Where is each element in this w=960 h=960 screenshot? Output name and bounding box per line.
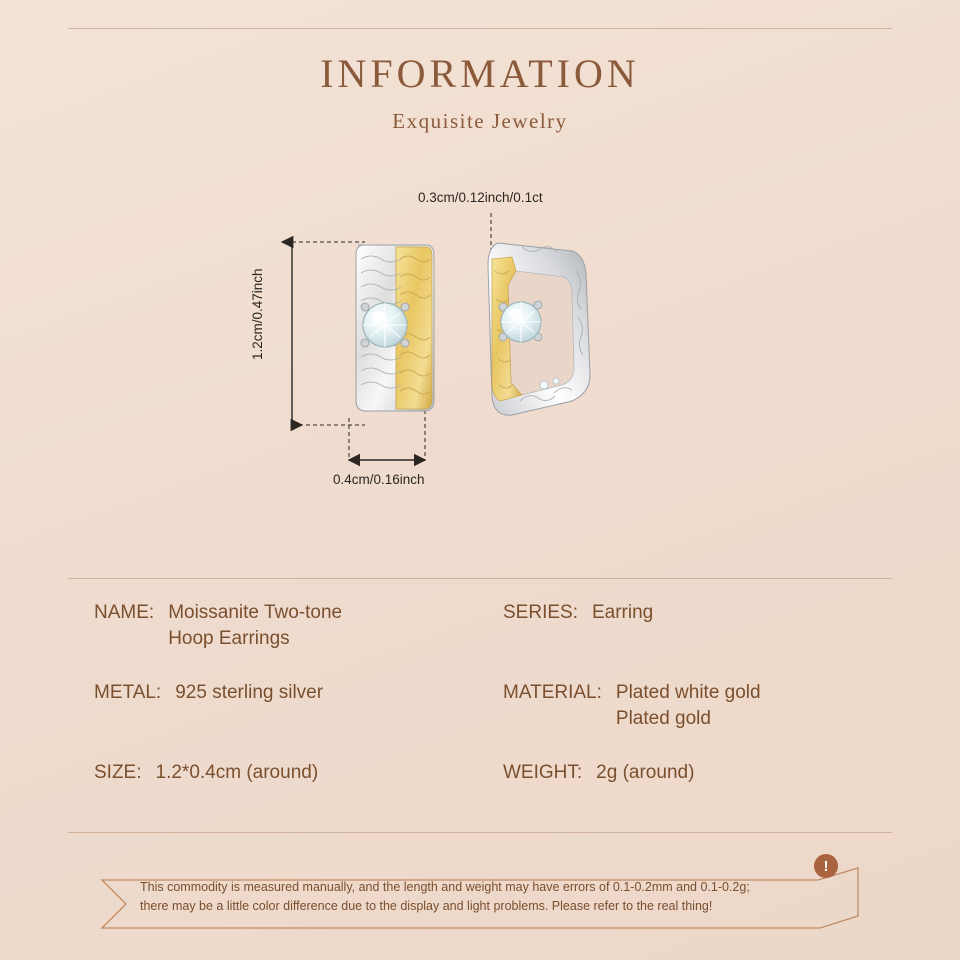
- spec-material: [483, 680, 892, 732]
- spec-value-name: [168, 600, 342, 652]
- page-header: [0, 50, 960, 134]
- spec-key-series: SERIES:: [503, 602, 578, 623]
- spec-key-material: MATERIAL:: [503, 682, 602, 703]
- disclaimer-note: [100, 857, 860, 930]
- spec-row: [68, 760, 892, 786]
- spec-value-line1: Moissanite Two-tone: [168, 602, 343, 623]
- spec-value-line1: Plated white gold: [615, 682, 761, 703]
- spec-row: [68, 680, 892, 732]
- warning-icon: !: [814, 854, 838, 878]
- earrings-illustration: [330, 225, 630, 440]
- page-title: INFORMATION: [320, 51, 640, 96]
- spec-key-size: SIZE:: [94, 762, 142, 783]
- note-line-2: there may be a little color difference due to the display and light problems. Please refer to the real thing!: [140, 899, 713, 913]
- spec-name: [68, 600, 483, 652]
- spec-key-metal: METAL:: [94, 682, 162, 703]
- spec-value-metal: 925 sterling silver: [175, 682, 324, 703]
- spec-value-size: 1.2*0.4cm (around): [155, 762, 319, 783]
- spec-divider-top: [68, 578, 892, 579]
- spec-size: [68, 760, 483, 786]
- spec-value-weight: 2g (around): [596, 762, 695, 783]
- spec-value-line2: Hoop Earrings: [168, 628, 290, 649]
- spec-value-line2: Plated gold: [615, 708, 711, 729]
- spec-key-name: NAME:: [94, 602, 155, 623]
- spec-value-material: [616, 680, 761, 732]
- width-label: 0.4cm/0.16inch: [333, 472, 425, 487]
- note-text: [140, 878, 800, 916]
- top-divider: [68, 28, 892, 29]
- spec-row: [68, 600, 892, 652]
- spec-metal: [68, 680, 483, 732]
- page-subtitle: Exquisite Jewelry: [392, 109, 568, 133]
- spec-table: [68, 600, 892, 820]
- stone-size-label: 0.3cm/0.12inch/0.1ct: [418, 190, 543, 205]
- height-label: 1.2cm/0.47inch: [250, 268, 265, 360]
- spec-value-series: Earring: [591, 602, 654, 623]
- note-line-1: This commodity is measured manually, and the length and weight may have errors of 0.1-0.2mm and 0.1-0.2g;: [140, 880, 750, 894]
- spec-divider-bottom: [68, 832, 892, 833]
- product-diagram: [0, 170, 960, 520]
- spec-series: [483, 600, 892, 652]
- spec-weight: [483, 760, 892, 786]
- spec-key-weight: WEIGHT:: [503, 762, 583, 783]
